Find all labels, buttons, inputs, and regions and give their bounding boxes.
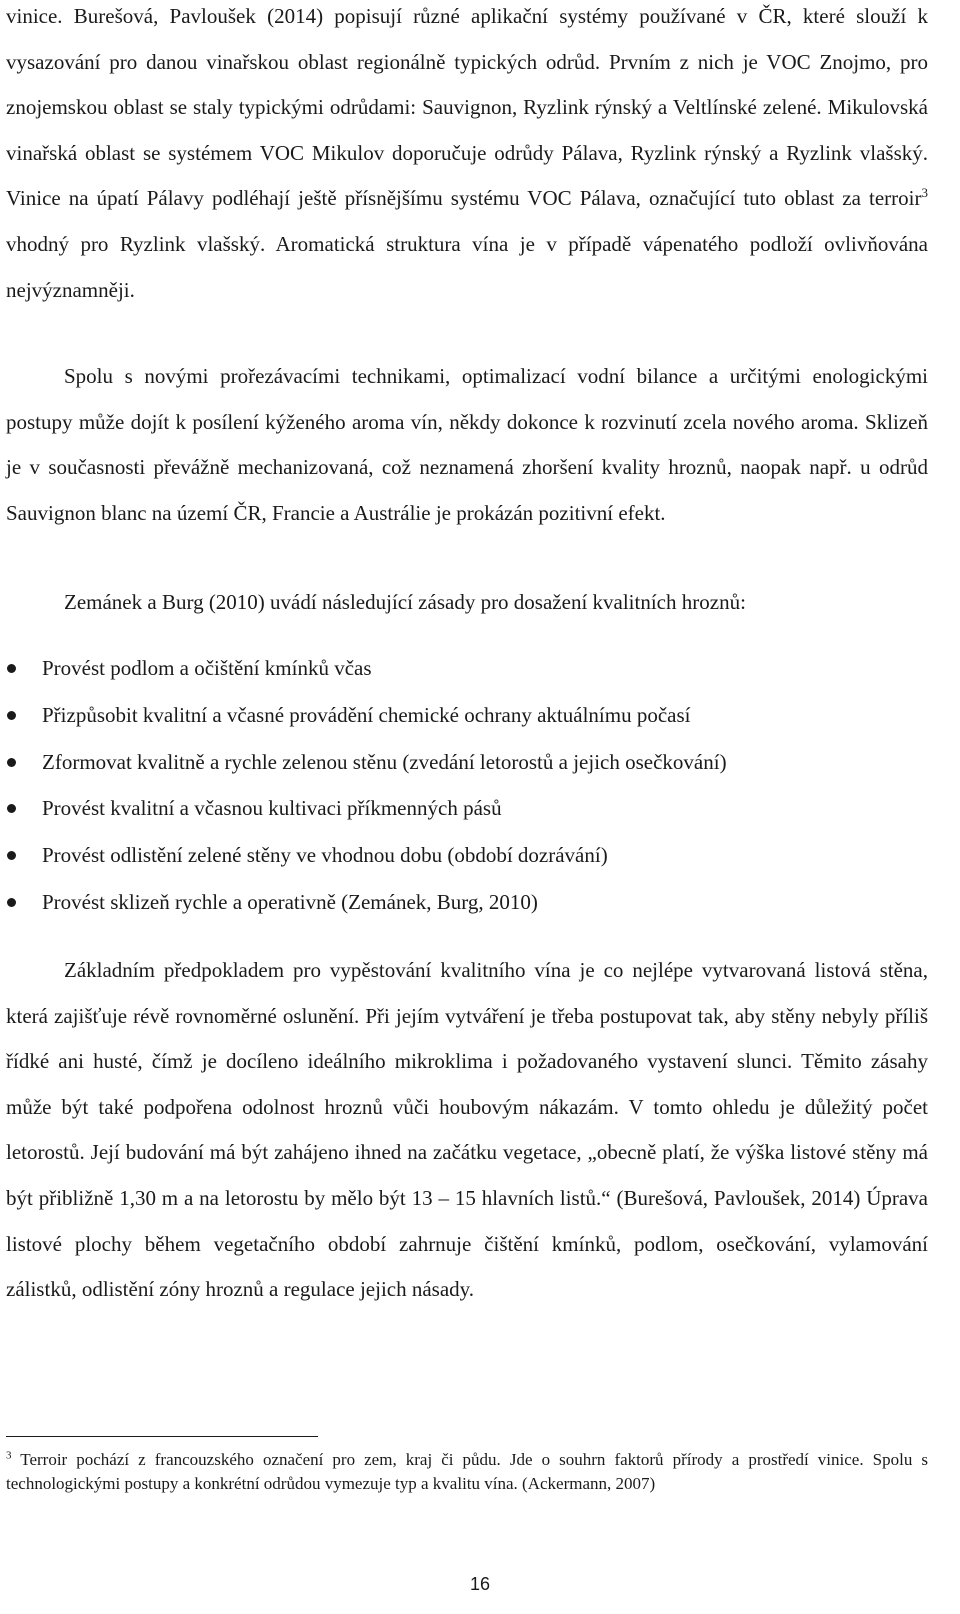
list-item (0, 645, 930, 692)
paragraph-voc-systems (6, 0, 928, 313)
bullet-icon (7, 851, 16, 860)
footnote-separator (6, 1436, 318, 1437)
bullet-icon (7, 664, 16, 673)
list-item (0, 879, 930, 926)
list-item-text: Přizpůsobit kvalitní a včasné provádění chemické ochrany aktuálnímu počasí (42, 702, 691, 727)
bullet-icon (7, 711, 16, 720)
list-item-text: Provést sklizeň rychle a operativně (Zemánek, Burg, 2010) (42, 889, 538, 914)
list-item (0, 785, 930, 832)
paragraph-text: vinice. Burešová, Pavloušek (2014) popisují různé aplikační systémy používané v ČR, které slouží k vysazování pro danou vinařskou oblast regionálně typických odrůd. Prvním z nich je VOC Znojmo, pro znojemskou oblast se staly typickými odrůdami: Sauvignon, Ryzlink rýnský a Veltlínské zelené. Mikulovská vinařská oblast se systémem VOC Mikulov doporučuje odrůdy Pálava, Ryzlink rýnský a Ryzlink vlašský. Vinice na úpatí Pálavy podléhají ještě přísnějšímu systému VOC Pálava, označující tuto oblast za terroir (6, 4, 928, 211)
list-item (0, 832, 930, 879)
list-item-text: Provést podlom a očištění kmínků včas (42, 656, 372, 680)
list-item-text: Provést odlistění zelené stěny ve vhodnou dobu (období dozrávání) (42, 843, 608, 868)
list-item-text: Provést kvalitní a včasnou kultivaci příkmenných pásů (42, 796, 502, 821)
paragraph-canopy-management: Základním předpokladem pro vypěstování kvalitního vína je co nejlépe vytvarovaná listová stěna, která zajišťuje révě rovnoměrné oslunění. Při jejím vytváření je třeba postupovat tak, aby stěny nebyly příliš řídké ani husté, čímž je docíleno ideálního mikroklima i požadovaného vystavení slunci. Těmito zásahy může být také podpořena odolnost hroznů vůči houbovým nákazám. V tomto ohledu je důležitý počet letorostů. Její budování má být zahájeno ihned na začátku vegetace, „obecně platí, že výška listové stěny má být přibližně 1,30 m a na letorostu by mělo být 13 – 15 hlavních listů.“ (Burešová, Pavloušek, 2014) Úprava listové plochy během vegetačního období zahrnuje čištění kmínků, podlom, osečkování, vylamování zálistků, odlistění zóny hroznů a regulace jejich násady. (6, 958, 928, 1302)
list-item (0, 739, 930, 786)
page-number: 16 (469, 1574, 491, 1594)
bullet-icon (7, 758, 16, 767)
footnote (6, 1448, 928, 1496)
paragraph-principles-intro: Zemánek a Burg (2010) uvádí následující zásady pro dosažení kvalitních hroznů: (64, 590, 746, 614)
bullet-icon (7, 804, 16, 813)
footnote-reference: 3 (921, 185, 928, 201)
paragraph-pruning-techniques: Spolu s novými prořezávacími technikami, optimalizací vodní bilance a určitými enologickými postupy může dojít k posílení kýženého aroma vín, někdy dokonce k rozvinutí zcela nového aroma. Sklizeň je v současnosti převážně mechanizovaná, což neznamená zhoršení kvality hroznů, naopak např. u odrůd Sauvignon blanc na území ČR, Francie a Austrálie je prokázán pozitivní efekt. (6, 364, 928, 525)
footnote-text: Terroir pochází z francouzského označení pro zem, kraj či půdu. Jde o souhrn faktorů přírody a prostředí vinice. Spolu s technologickými postupy a konkrétní odrůdou vymezuje typ a kvalitu vína. (Ackermann, 2007) (6, 1450, 928, 1493)
paragraph-text: vhodný pro Ryzlink vlašský. Aromatická struktura vína je v případě vápenatého podloží ovlivňována nejvýznamněji. (6, 231, 928, 302)
principles-bullet-list (0, 645, 930, 926)
footnote-mark: 3 (6, 1449, 12, 1462)
list-item (0, 692, 930, 739)
bullet-icon (7, 898, 16, 907)
list-item-text: Zformovat kvalitně a rychle zelenou stěnu (zvedání letorostů a jejich osečkování) (42, 749, 727, 774)
